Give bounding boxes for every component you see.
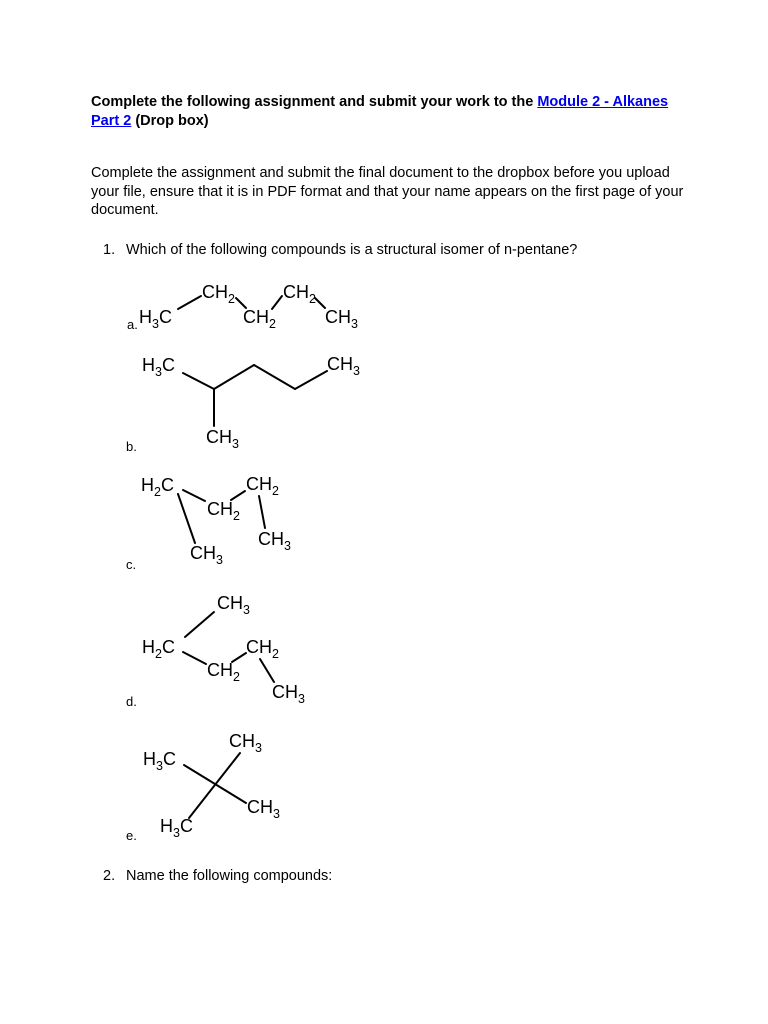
- atom-label: $CH_2$: [283, 282, 316, 306]
- atom-label: $CH_2$: [246, 637, 279, 661]
- atom-label: $H_2C$: [142, 637, 175, 661]
- heading-suffix: (Drop box): [135, 113, 209, 129]
- heading-text: Complete the following assignment and submit your work to the: [91, 94, 538, 110]
- atom-label: $CH_2$: [207, 499, 240, 523]
- atom-label: $CH_2$: [246, 474, 279, 498]
- molecule-b-bonds: [183, 365, 327, 426]
- question-number: 2.: [103, 868, 116, 884]
- option-a-label: a.: [127, 317, 138, 332]
- option-e-label: e.: [126, 828, 137, 843]
- atom-label: $CH_2$: [243, 307, 276, 331]
- atom-label: $CH_3$: [258, 529, 291, 553]
- molecule-e-bonds: [184, 753, 246, 818]
- atom-label: $CH_3$: [190, 543, 223, 567]
- atom-label: $CH_3$: [247, 797, 280, 821]
- atom-label: $H_3C$: [142, 355, 175, 379]
- atom-label: $H_2C$: [141, 475, 174, 499]
- atom-label: $CH_3$: [206, 427, 239, 451]
- atom-label: $CH_2$: [207, 660, 240, 684]
- atom-label: $CH_3$: [327, 354, 360, 378]
- atom-label: $H_3C$: [160, 816, 193, 840]
- atom-label: $CH_3$: [272, 682, 305, 706]
- module-dropbox-link[interactable]: Module 2 - Alkanes Part 2: [91, 94, 669, 129]
- question-text: Name the following compounds:: [126, 868, 333, 884]
- question-number: 1.: [103, 242, 116, 258]
- question-text: Which of the following compounds is a structural isomer of n-pentane?: [126, 242, 578, 258]
- atom-label: $CH_3$: [217, 593, 250, 617]
- atom-label: $CH_3$: [229, 731, 262, 755]
- instructions-paragraph: Complete the assignment and submit the final document to the dropbox before you upload your file, ensure that it is in PDF format and that your name appears on the first page of your document.: [91, 165, 684, 218]
- atom-label: $CH_3$: [325, 307, 358, 331]
- atom-label: $H_3C$: [143, 749, 176, 773]
- option-c-label: c.: [126, 557, 137, 572]
- atom-label: $CH_2$: [202, 282, 235, 306]
- option-d-label: d.: [126, 694, 137, 709]
- option-b-label: b.: [126, 439, 137, 454]
- atom-label: $H_3C$: [139, 307, 172, 331]
